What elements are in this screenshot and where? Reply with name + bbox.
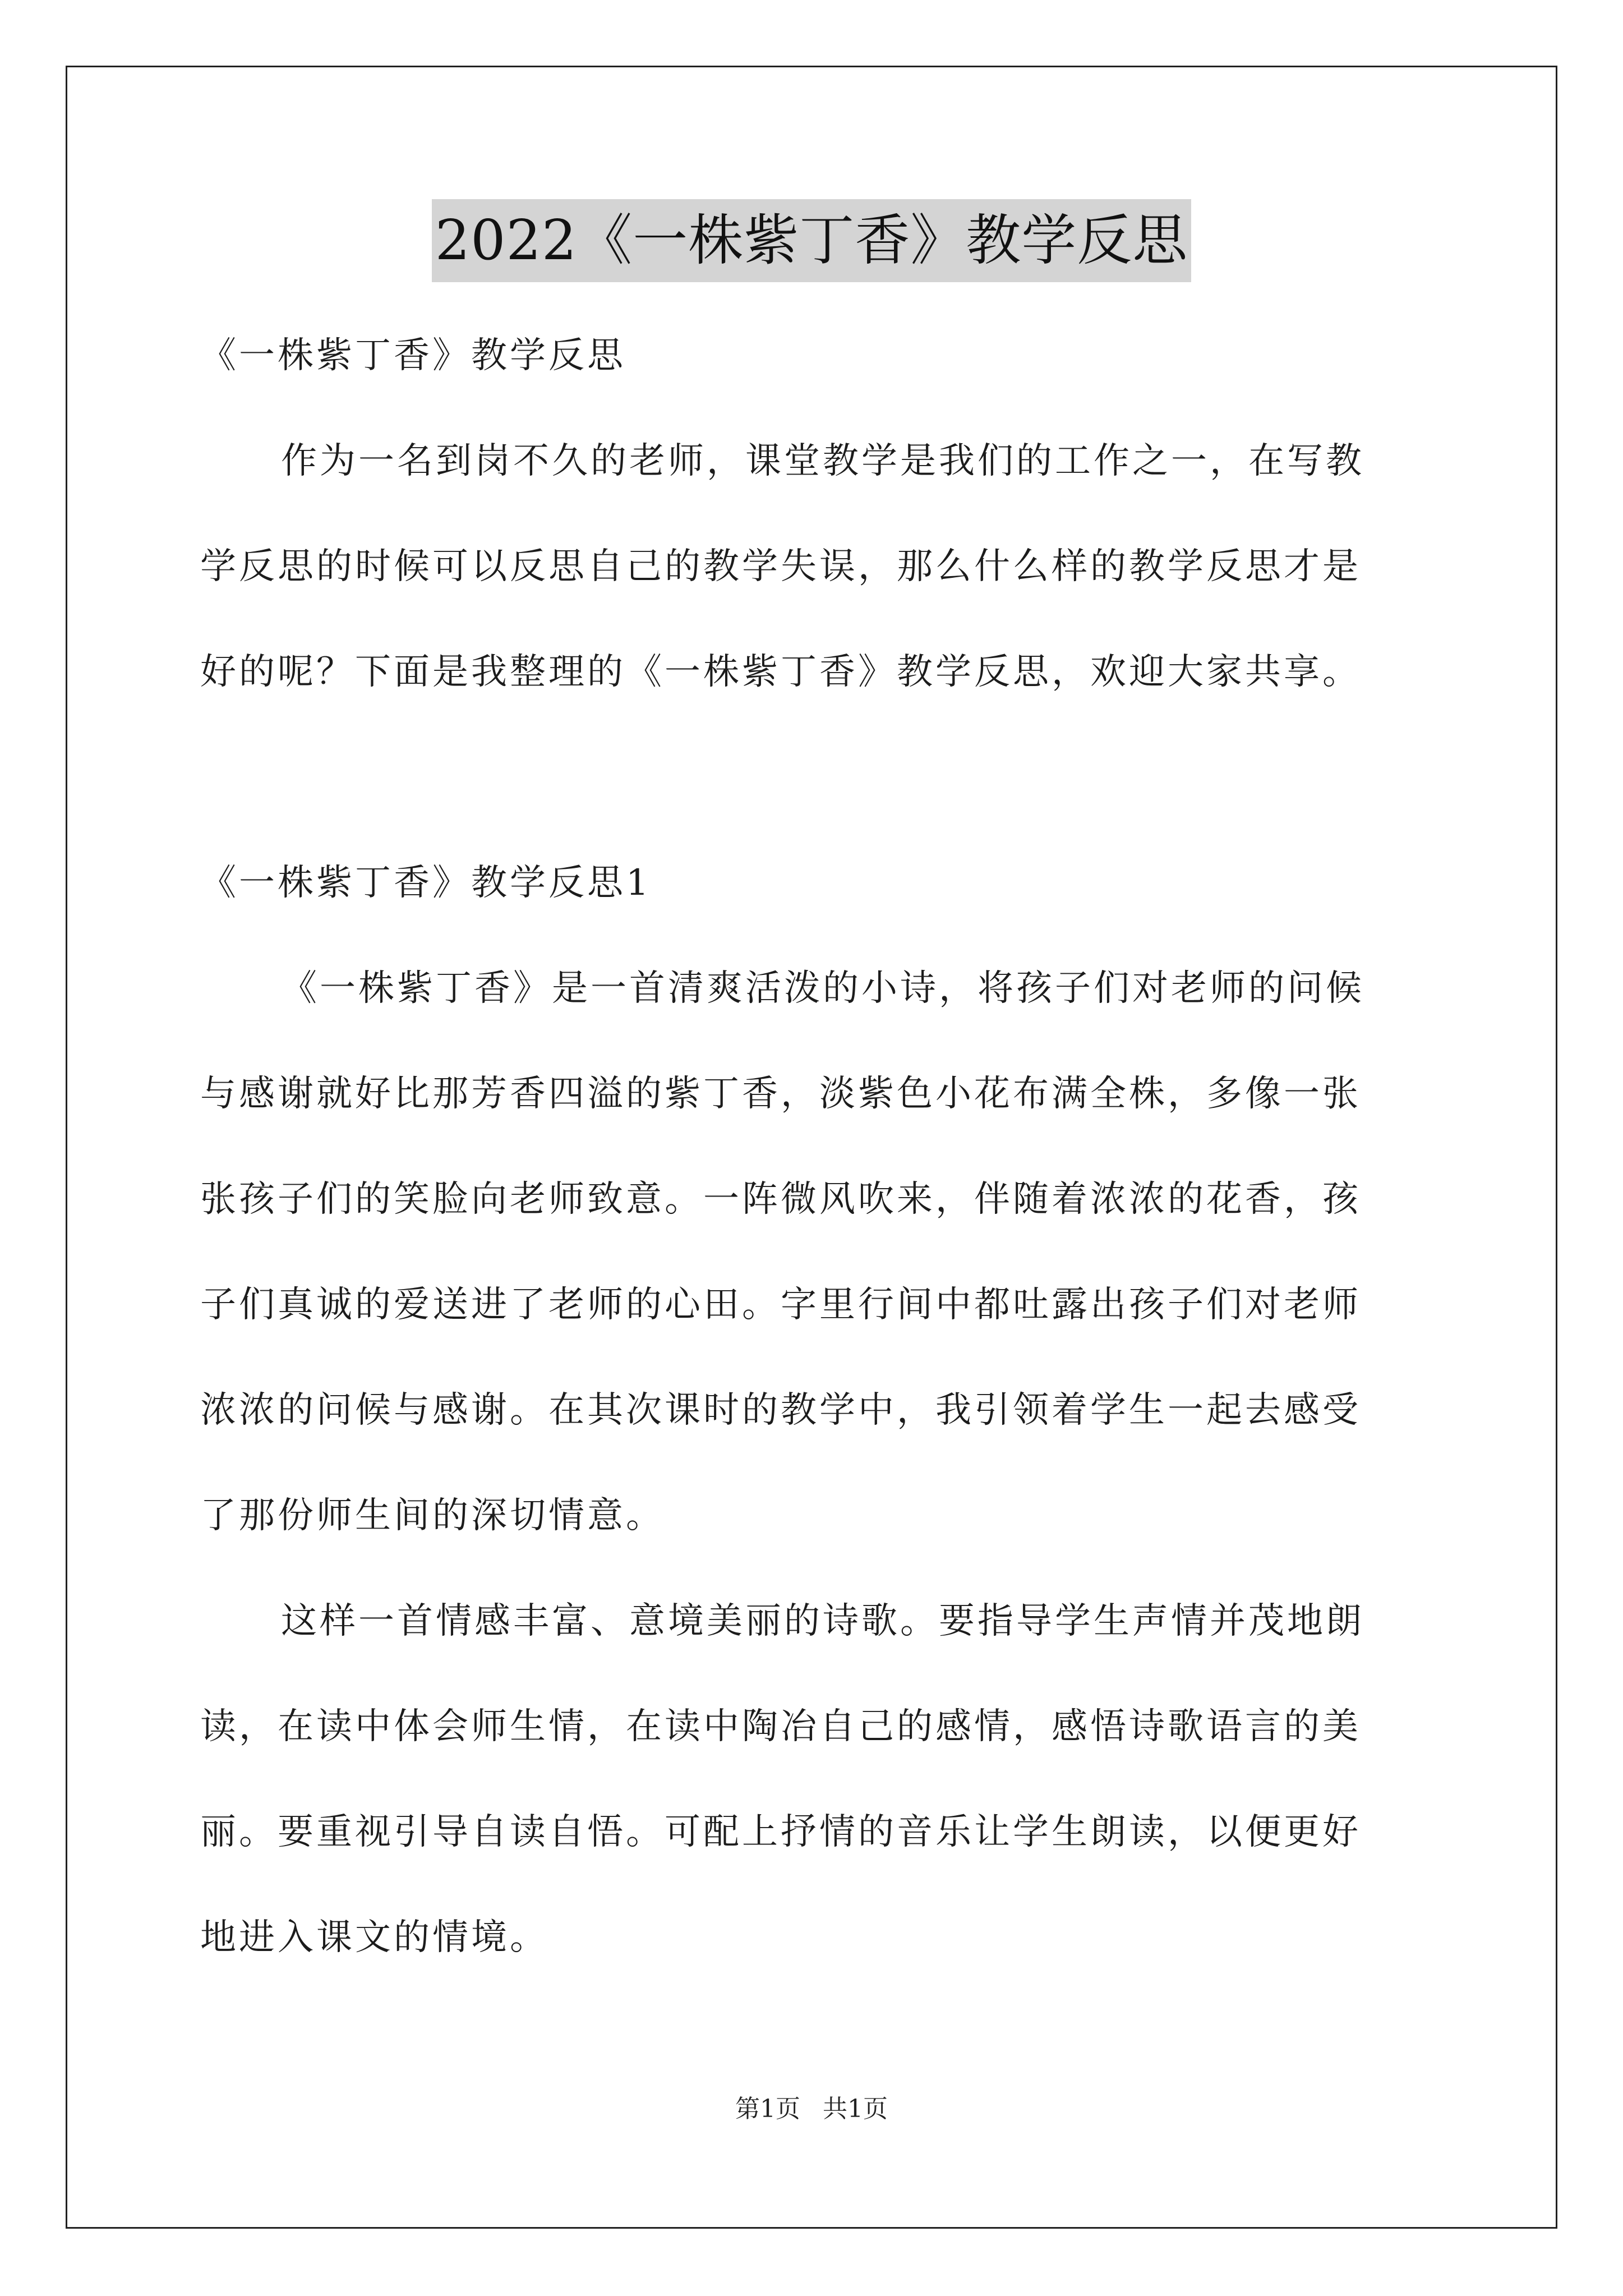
- document-body: [200, 303, 1434, 1990]
- page-number: 第1页: [735, 2095, 800, 2123]
- document-title: 2022《一株紫丁香》教学反思: [432, 199, 1191, 282]
- page-total: 共1页: [823, 2095, 888, 2123]
- paragraph-line: 浓浓的问候与感谢。在其次课时的教学中，我引领着学生一起去感受: [200, 1389, 1361, 1431]
- paragraph-line: 丽。要重视引导自读自悟。可配上抒情的音乐让学生朗读，以便更好: [200, 1811, 1361, 1853]
- section-heading: 《一株紫丁香》教学反思1: [200, 862, 652, 904]
- paragraph-line: 《一株紫丁香》是一首清爽活泼的小诗，将孩子们对老师的问候: [281, 968, 1364, 1009]
- intro-line: 作为一名到岗不久的老师，课堂教学是我们的工作之一，在写教: [281, 440, 1364, 482]
- paragraph-line: 张孩子们的笑脸向老师致意。一阵微风吹来，伴随着浓浓的花香，孩: [200, 1179, 1361, 1220]
- subtitle: 《一株紫丁香》教学反思: [200, 335, 626, 376]
- intro-line: 好的呢？下面是我整理的《一株紫丁香》教学反思，欢迎大家共享。: [200, 651, 1361, 693]
- paragraph-line: 子们真诚的爱送进了老师的心田。字里行间中都吐露出孩子们对老师: [200, 1284, 1361, 1326]
- paragraph-line: 与感谢就好比那芳香四溢的紫丁香，淡紫色小花布满全株，多像一张: [200, 1073, 1361, 1115]
- paragraph-line: 了那份师生间的深切情意。: [200, 1495, 665, 1536]
- paragraph-gap: [200, 725, 1434, 830]
- page-footer: [0, 2092, 1623, 2126]
- paragraph-line: 这样一首情感丰富、意境美丽的诗歌。要指导学生声情并茂地朗: [281, 1600, 1364, 1642]
- paragraph-line: 地进入课文的情境。: [200, 1917, 548, 1958]
- paragraph-line: 读，在读中体会师生情，在读中陶冶自己的感情，感悟诗歌语言的美: [200, 1706, 1361, 1747]
- intro-line: 学反思的时候可以反思自己的教学失误，那么什么样的教学反思才是: [200, 546, 1361, 587]
- title-area: [0, 199, 1623, 282]
